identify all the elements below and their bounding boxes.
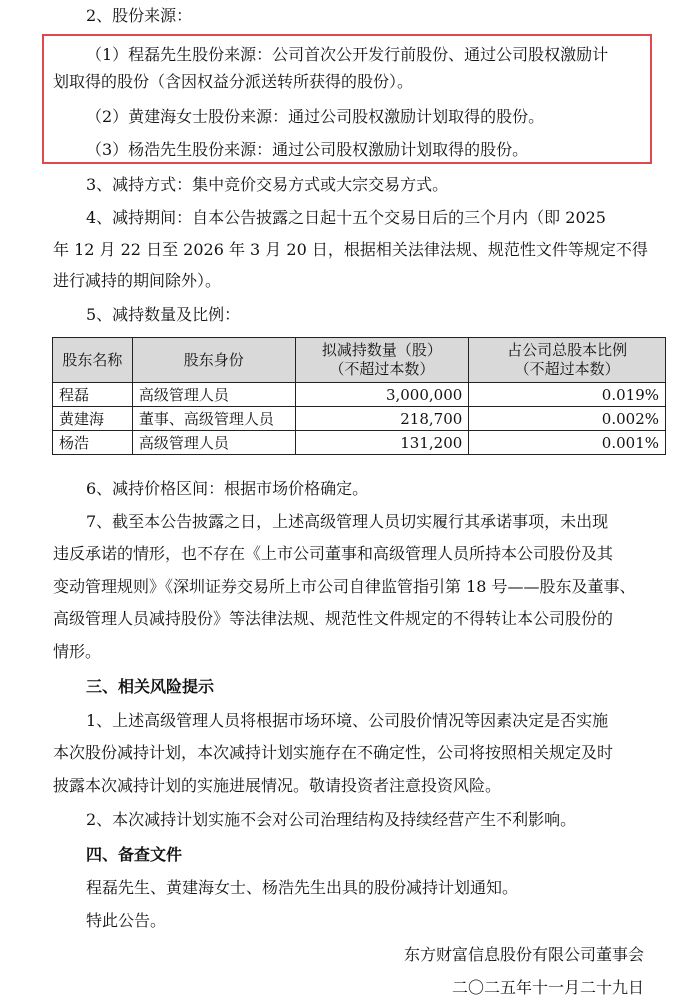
cell-ratio: 0.001% bbox=[469, 431, 666, 455]
risk1-line3: 披露本次减持计划的实施进展情况。敬请投资者注意投资风险。 bbox=[53, 776, 502, 795]
table-header-row bbox=[53, 338, 666, 383]
item7-line5: 情形。 bbox=[53, 642, 102, 661]
table-row bbox=[53, 383, 666, 407]
item4-line1: 4、减持期间：自本公告披露之日起十五个交易日后的三个月内（即 2025 bbox=[86, 208, 606, 227]
heading-risk: 三、相关风险提示 bbox=[86, 677, 215, 696]
cell-qty: 131,200 bbox=[295, 431, 469, 455]
cell-name: 黄建海 bbox=[53, 407, 133, 431]
item7-line3: 变动管理规则》《深圳证券交易所上市公司自律监管指引第 18 号——股东及董事、 bbox=[53, 577, 636, 596]
source2: （2）黄建海女士股份来源：通过公司股权激励计划取得的股份。 bbox=[86, 107, 545, 126]
cell-qty: 3,000,000 bbox=[295, 383, 469, 407]
cell-name: 程磊 bbox=[53, 383, 133, 407]
item4-line3: 进行减持的期间除外）。 bbox=[53, 271, 222, 290]
table-row bbox=[53, 407, 666, 431]
cell-ratio: 0.019% bbox=[469, 383, 666, 407]
item4-line2: 年 12 月 22 日至 2026 年 3 月 20 日，根据相关法律法规、规范性文件等规定不得 bbox=[53, 240, 648, 259]
cell-identity: 董事、高级管理人员 bbox=[132, 407, 295, 431]
item7-line1: 7、截至本公告披露之日，上述高级管理人员切实履行其承诺事项，未出现 bbox=[86, 512, 609, 531]
cell-identity: 高级管理人员 bbox=[132, 431, 295, 455]
header-name: 股东名称 bbox=[53, 338, 133, 383]
cell-name: 杨浩 bbox=[53, 431, 133, 455]
heading-documents: 四、备查文件 bbox=[86, 845, 183, 864]
item5: 5、减持数量及比例： bbox=[86, 305, 241, 324]
risk1-line1: 1、上述高级管理人员将根据市场环境、公司股价情况等因素决定是否实施 bbox=[86, 711, 609, 730]
header-ratio bbox=[469, 338, 666, 383]
header-ratio-line2: （不超过本数） bbox=[514, 360, 620, 378]
announcement-date: 二〇二五年十一月二十九日 bbox=[451, 978, 644, 997]
cell-ratio: 0.002% bbox=[469, 407, 666, 431]
item7-line4: 高级管理人员减持股份》等法律法规、规范性文件规定的不得转让本公司股份的 bbox=[53, 609, 614, 628]
item3: 3、减持方式：集中竞价交易方式或大宗交易方式。 bbox=[86, 175, 449, 194]
source1-line1: （1）程磊先生股份来源：公司首次公开发行前股份、通过公司股权激励计 bbox=[86, 45, 609, 64]
closing-text: 特此公告。 bbox=[86, 911, 167, 930]
header-qty-line2: （不超过本数） bbox=[329, 360, 435, 378]
header-qty-line1: 拟减持数量（股） bbox=[321, 341, 442, 359]
signatory: 东方财富信息股份有限公司董事会 bbox=[403, 945, 644, 964]
item7-line2: 违反承诺的情形，也不存在《上市公司董事和高级管理人员所持本公司股份及其 bbox=[53, 544, 614, 563]
risk1-line2: 本次股份减持计划，本次减持计划实施存在不确定性，公司将按照相关规定及时 bbox=[53, 743, 614, 762]
source3: （3）杨浩先生股份来源：通过公司股权激励计划取得的股份。 bbox=[86, 140, 529, 159]
cell-qty: 218,700 bbox=[295, 407, 469, 431]
reduction-table bbox=[52, 337, 666, 455]
header-qty bbox=[295, 338, 469, 383]
cell-identity: 高级管理人员 bbox=[132, 383, 295, 407]
reference-docs: 程磊先生、黄建海女士、杨浩先生出具的股份减持计划通知。 bbox=[86, 878, 519, 897]
header-ratio-line1: 占公司总股本比例 bbox=[507, 341, 628, 359]
header-identity: 股东身份 bbox=[132, 338, 295, 383]
table-row bbox=[53, 431, 666, 455]
risk2: 2、本次减持计划实施不会对公司治理结构及持续经营产生不利影响。 bbox=[86, 810, 577, 829]
item6: 6、减持价格区间：根据市场价格确定。 bbox=[86, 479, 369, 498]
source1-line2: 划取得的股份（含因权益分派送转所获得的股份）。 bbox=[53, 72, 414, 91]
item2-label: 2、股份来源： bbox=[86, 6, 193, 25]
